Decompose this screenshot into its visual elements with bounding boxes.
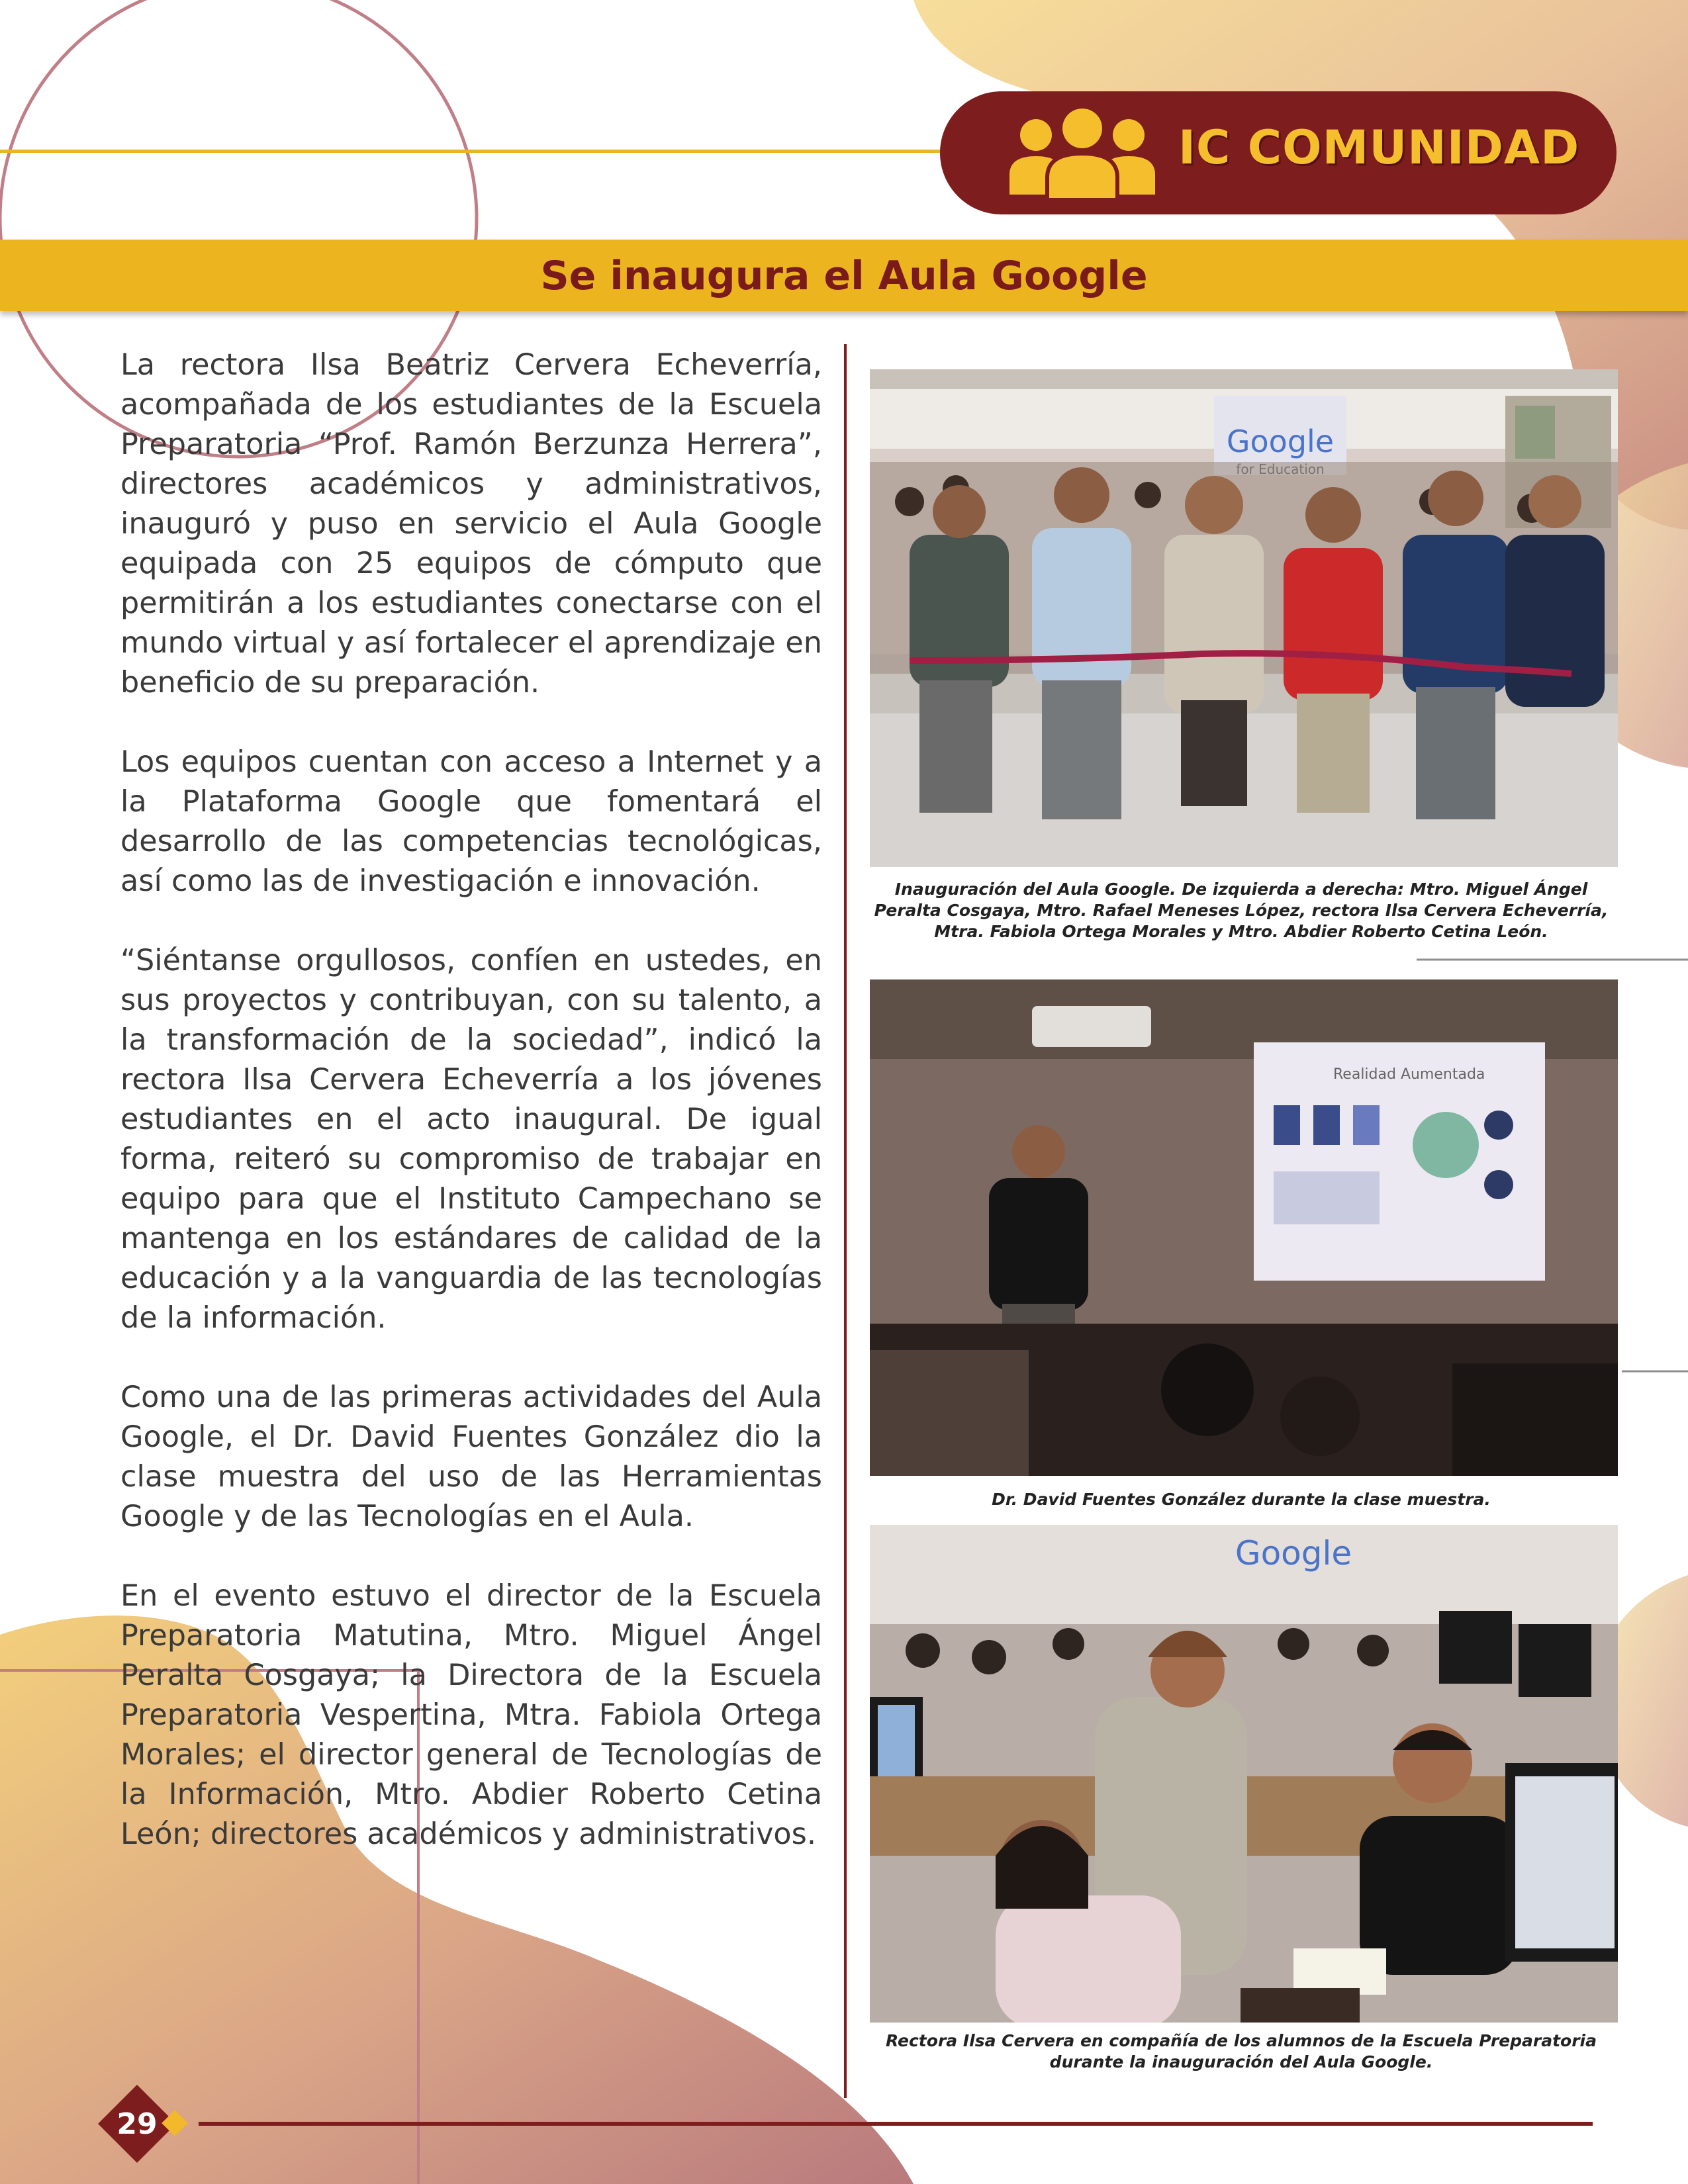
section-badge <box>940 91 1617 214</box>
photo-ribbon-cutting <box>870 369 1618 867</box>
google-banner: Google <box>1226 424 1335 459</box>
screen-title: Realidad Aumentada <box>1333 1066 1485 1083</box>
article-body <box>120 345 822 1894</box>
photo-caption: Dr. David Fuentes González durante la clase muestra. <box>992 1490 1491 1509</box>
paragraph: Los equipos cuentan con acceso a Internet y a la Plataforma Google que fomentará el desarrollo de las competencias tecnológicas, así como las de investigación e innovación. <box>120 745 822 898</box>
paragraph: “Siéntanse orgullosos, confíen en ustedes, en sus proyectos y contribuyan, con su talento, a la transformación de la sociedad”, indicó la rectora Ilsa Cervera Echeverría a los jóvenes estudiantes en el acto inaugural. De igual forma, reiteró su compromiso de trabajar en equipo para que el Instituto Campechano se mantenga en los estándares de calidad de la educación y a la vanguardia de las tecnologías de la información. <box>120 944 822 1335</box>
photo-caption: Rectora Ilsa Cervera en compañía de los alumnos de la Escuela Preparatoria durante la inauguración del Aula Google. <box>886 2031 1597 2071</box>
paragraph: Como una de las primeras actividades del Aula Google, el Dr. David Fuentes González dio la clase muestra del uso de las Herramientas Google y de las Tecnologías en el Aula. <box>120 1381 822 1533</box>
header-rule <box>0 150 947 153</box>
paragraph: En el evento estuvo el director de la Escuela Preparatoria Matutina, Mtro. Miguel Ángel Peralta Cosgaya; la Directora de la Escuela Preparatoria Vespertina, Mtra. Fabiola Ortega Morales; el director general de Tecnologías de la Información, Mtro. Abdier Roberto Cetina León; directores académicos y administrativos. <box>120 1579 822 1851</box>
photo-caption: Inauguración del Aula Google. De izquierda a derecha: Mtro. Miguel Ángel Peralta Cosgaya, Mtro. Rafael Meneses López, rectora Ilsa Cervera Echeverría, Mtra. Fabiola Ortega Morales y Mtro. Abdier Roberto Cetina León. <box>874 880 1609 941</box>
people-group-icon <box>1006 109 1158 201</box>
column-divider <box>844 344 847 2098</box>
footer-rule <box>199 2122 1593 2126</box>
google-banner: Google <box>1235 1534 1352 1572</box>
paragraph: La rectora Ilsa Beatriz Cervera Echeverría, acompañada de los estudiantes de la Escuela Preparatoria “Prof. Ramón Berzunza Herrera”, directores académicos y administrativos, inauguró y puso en servicio el Aula Google equipada con 25 equipos de cómputo que permitirán a los estudiantes conectarse con el mundo virtual y así fortalecer el aprendizaje en beneficio de su preparación. <box>120 348 822 700</box>
photo-class-demo <box>870 979 1618 1476</box>
photo-students <box>870 1525 1618 2023</box>
page-number: 29 <box>117 2107 158 2141</box>
article-title-bar <box>0 240 1688 311</box>
section-label: IC COMUNIDAD <box>1178 120 1580 175</box>
article-title: Se inaugura el Aula Google <box>540 253 1148 299</box>
